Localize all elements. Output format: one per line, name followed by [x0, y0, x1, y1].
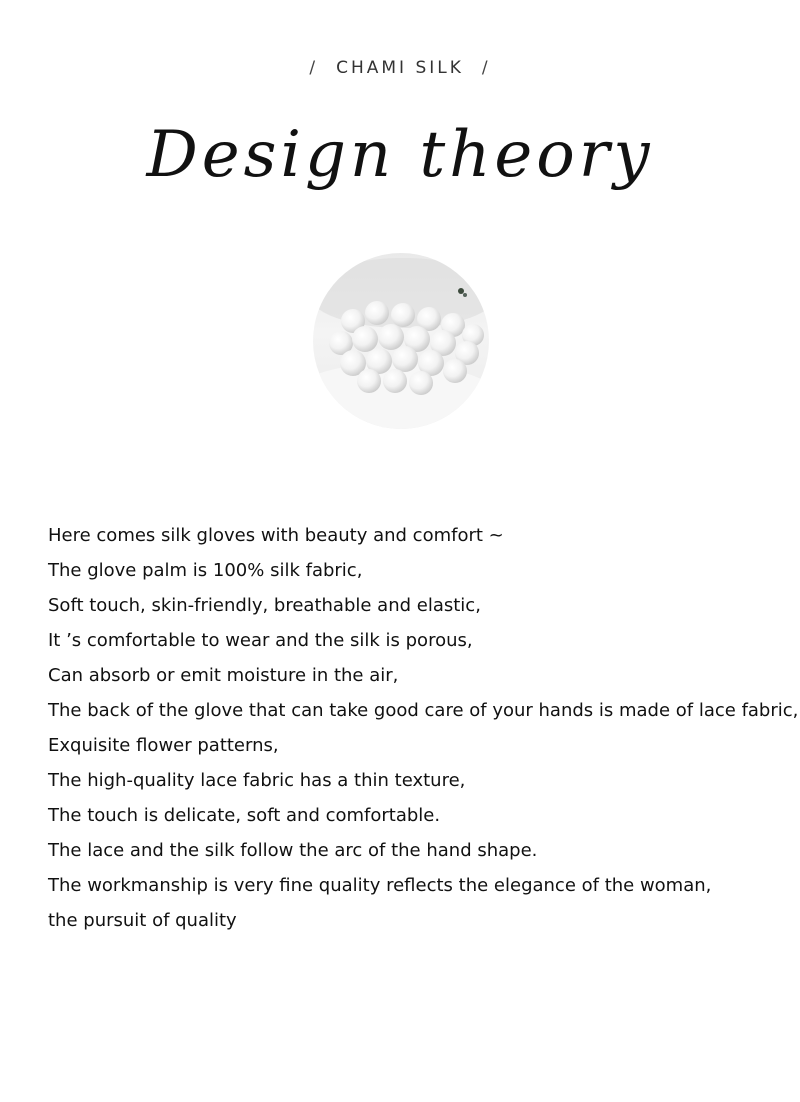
description-line: the pursuit of quality — [48, 910, 237, 931]
brand-line — [0, 58, 800, 78]
description-line: It ’s comfortable to wear and the silk is porous, — [48, 630, 473, 651]
description-line: The lace and the silk follow the arc of the hand shape. — [48, 840, 538, 861]
description-line: Soft touch, skin-friendly, breathable and elastic, — [48, 595, 481, 616]
description-line: The high-quality lace fabric has a thin texture, — [48, 770, 466, 791]
description-line: The back of the glove that can take good care of your hands is made of lace fabric, — [48, 700, 799, 721]
slash-left: / — [309, 58, 319, 78]
description-line: Here comes silk gloves with beauty and comfort ~ — [48, 525, 504, 546]
pearls-image — [313, 253, 489, 429]
description-line: Can absorb or emit moisture in the air, — [48, 665, 399, 686]
description-line: The glove palm is 100% silk fabric, — [48, 560, 363, 581]
description-line: The workmanship is very fine quality reflects the elegance of the woman, — [48, 875, 712, 896]
description-line: Exquisite flower patterns, — [48, 735, 279, 756]
page-title: Design theory — [146, 118, 654, 192]
slash-right: / — [481, 58, 491, 78]
brand-name: CHAMI SILK — [336, 58, 464, 78]
description-line: The touch is delicate, soft and comfortable. — [48, 805, 441, 826]
description-text — [48, 521, 799, 941]
